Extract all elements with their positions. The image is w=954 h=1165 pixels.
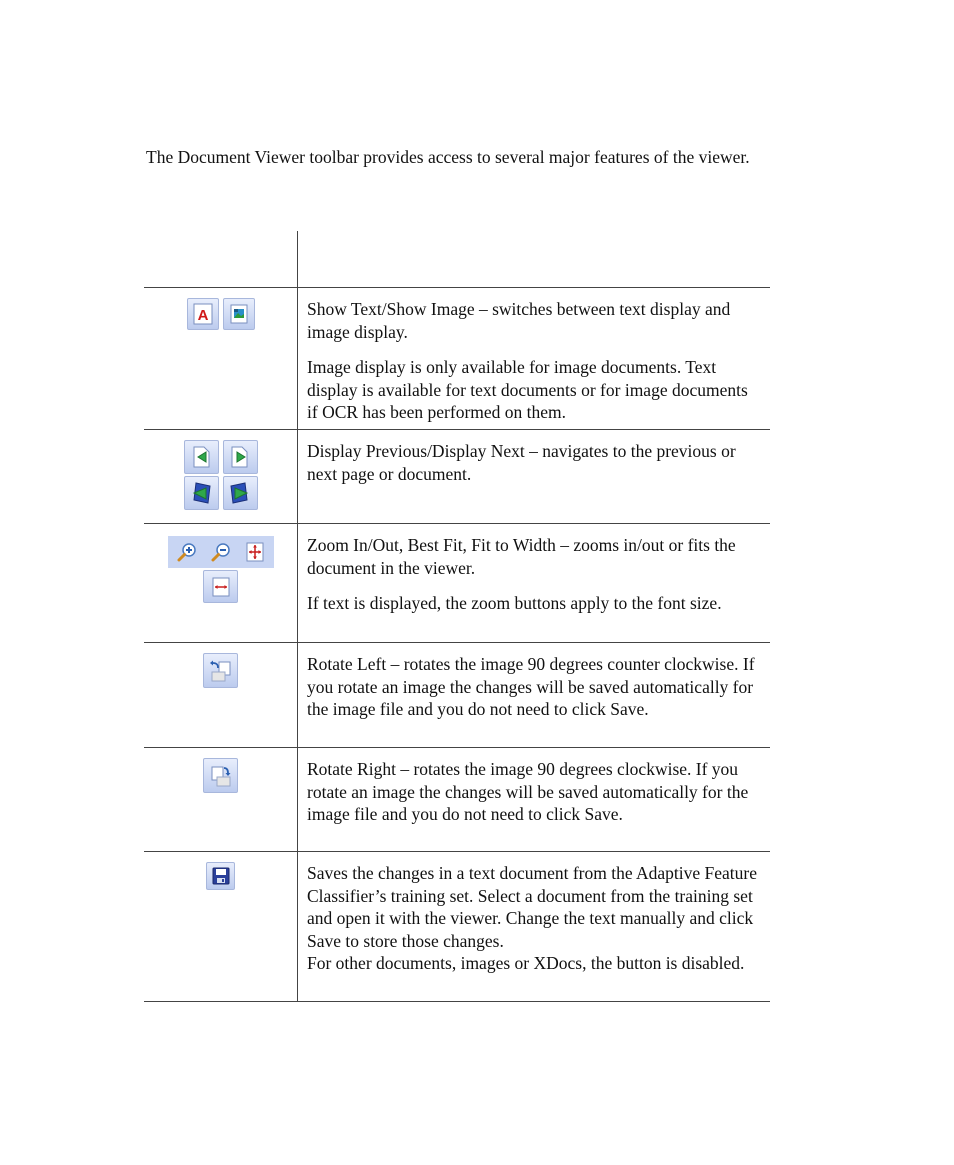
svg-text:A: A bbox=[197, 307, 208, 324]
icon-cell bbox=[144, 430, 298, 523]
description-text: Zoom In/Out, Best Fit, Fit to Width – zooms in/out or fits the document in the viewer. bbox=[307, 535, 736, 578]
description-cell bbox=[298, 643, 770, 747]
table-row bbox=[144, 430, 770, 524]
zoom-in-icon bbox=[170, 536, 204, 568]
description-cell bbox=[298, 852, 770, 1001]
description-text: Image display is only available for image documents. Text display is available for text documents or for image documents if OCR has been performed on them. bbox=[307, 357, 748, 422]
description-cell bbox=[298, 748, 770, 851]
intro-paragraph: The Document Viewer toolbar provides access to several major features of the viewer. bbox=[146, 147, 750, 167]
description-cell bbox=[298, 430, 770, 523]
toolbar-feature-table bbox=[144, 231, 770, 1002]
zoom-out-icon bbox=[204, 536, 238, 568]
rotate-left-icon bbox=[203, 653, 238, 688]
display-next-document-icon bbox=[223, 476, 258, 510]
description-text: Saves the changes in a text document from the Adaptive Feature Classifier’s training set. Select a document from the training set and open it with the viewer. Change the text manually and click Save to store those changes. bbox=[307, 863, 758, 951]
save-icon bbox=[206, 862, 235, 890]
fit-to-width-icon bbox=[203, 570, 238, 603]
description-text: Show Text/Show Image – switches between text display and image display. bbox=[307, 299, 731, 342]
header-description-cell bbox=[298, 231, 770, 287]
description-cell bbox=[298, 288, 770, 429]
description-cell bbox=[298, 524, 770, 642]
icon-cell bbox=[144, 748, 298, 851]
display-previous-page-icon bbox=[184, 440, 219, 474]
description-text: Rotate Left – rotates the image 90 degrees counter clockwise. If you rotate an image the changes will be saved automatically for the image file and you do not need to click Save. bbox=[307, 654, 755, 719]
table-row bbox=[144, 288, 770, 430]
description-text: For other documents, images or XDocs, the button is disabled. bbox=[307, 953, 745, 973]
icon-cell bbox=[144, 852, 298, 1001]
table-row bbox=[144, 852, 770, 1002]
table-row bbox=[144, 643, 770, 748]
header-icon-cell bbox=[144, 231, 298, 287]
display-next-page-icon bbox=[223, 440, 258, 474]
icon-cell bbox=[144, 643, 298, 747]
description-text: Display Previous/Display Next – navigates to the previous or next page or document. bbox=[307, 441, 736, 484]
table-header-row bbox=[144, 231, 770, 288]
description-text: If text is displayed, the zoom buttons apply to the font size. bbox=[307, 593, 722, 613]
icon-cell bbox=[144, 288, 298, 429]
rotate-right-icon bbox=[203, 758, 238, 793]
table-row bbox=[144, 524, 770, 643]
table-row bbox=[144, 748, 770, 852]
description-text: Rotate Right – rotates the image 90 degrees clockwise. If you rotate an image the changes will be saved automatically for the image file and you do not need to click Save. bbox=[307, 759, 749, 824]
show-image-icon bbox=[223, 298, 255, 330]
display-previous-document-icon bbox=[184, 476, 219, 510]
best-fit-icon bbox=[238, 536, 272, 568]
show-text-icon bbox=[187, 298, 219, 330]
icon-cell bbox=[144, 524, 298, 642]
